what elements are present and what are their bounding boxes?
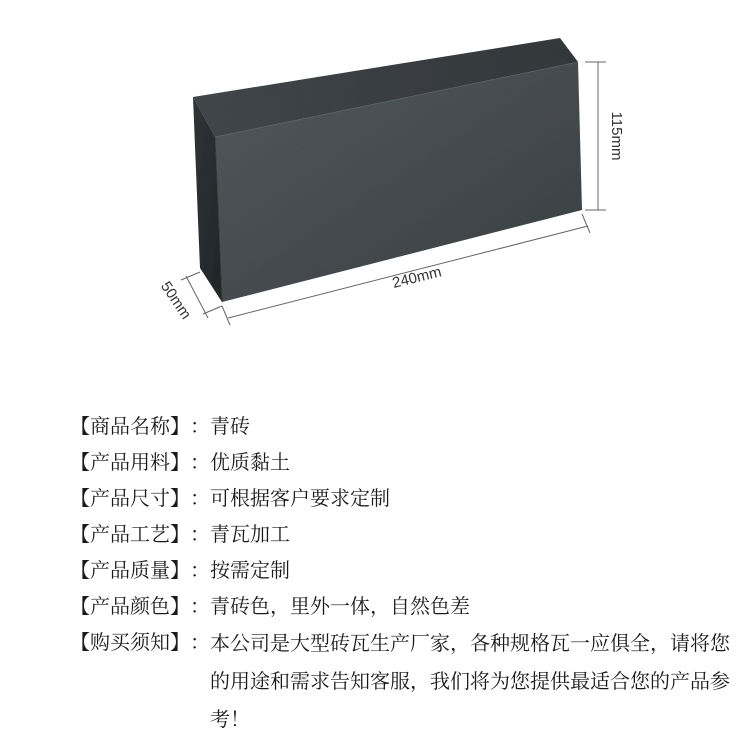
spec-row-craft [70, 516, 730, 552]
spec-separator: ： [190, 594, 210, 618]
spec-row-size [70, 480, 730, 516]
spec-label: 【产品尺寸】 [70, 486, 190, 510]
spec-separator: ： [190, 450, 210, 474]
spec-value: 青砖 [210, 414, 250, 438]
spec-value: 优质黏土 [210, 450, 290, 474]
spec-value: 青砖色，里外一体，自然色差 [210, 594, 470, 618]
spec-label: 【产品颜色】 [70, 594, 190, 618]
width-dimension-label: 240mm [390, 263, 444, 292]
spec-separator: ： [190, 558, 210, 582]
height-dimension-label: 115mm [608, 111, 625, 161]
spec-row-quality [70, 552, 730, 588]
spec-row-material [70, 444, 730, 480]
spec-value: 本公司是大型砖瓦生产厂家，各种规格瓦一应俱全，请将您的用途和需求告知客服，我们将为您提供最适合您的产品参考！ [210, 631, 730, 731]
spec-label: 【产品质量】 [70, 558, 190, 582]
spec-separator: ： [190, 486, 210, 510]
height-dimension [585, 62, 606, 210]
depth-dimension-label: 50mm [157, 278, 195, 323]
spec-value: 可根据客户要求定制 [210, 486, 390, 510]
spec-label: 【产品用料】 [70, 450, 190, 474]
spec-label: 【购买须知】 [70, 630, 190, 654]
spec-separator: ： [190, 414, 210, 438]
spec-value: 青瓦加工 [210, 522, 290, 546]
spec-row-color [70, 588, 730, 624]
spec-separator: ： [190, 522, 210, 546]
spec-label: 【商品名称】 [70, 414, 190, 438]
spec-row-name [70, 408, 730, 444]
product-spec-list [70, 408, 730, 738]
spec-row-purchase-notice [70, 624, 730, 738]
spec-value: 按需定制 [210, 558, 290, 582]
spec-separator: ： [190, 630, 210, 654]
spec-label: 【产品工艺】 [70, 522, 190, 546]
